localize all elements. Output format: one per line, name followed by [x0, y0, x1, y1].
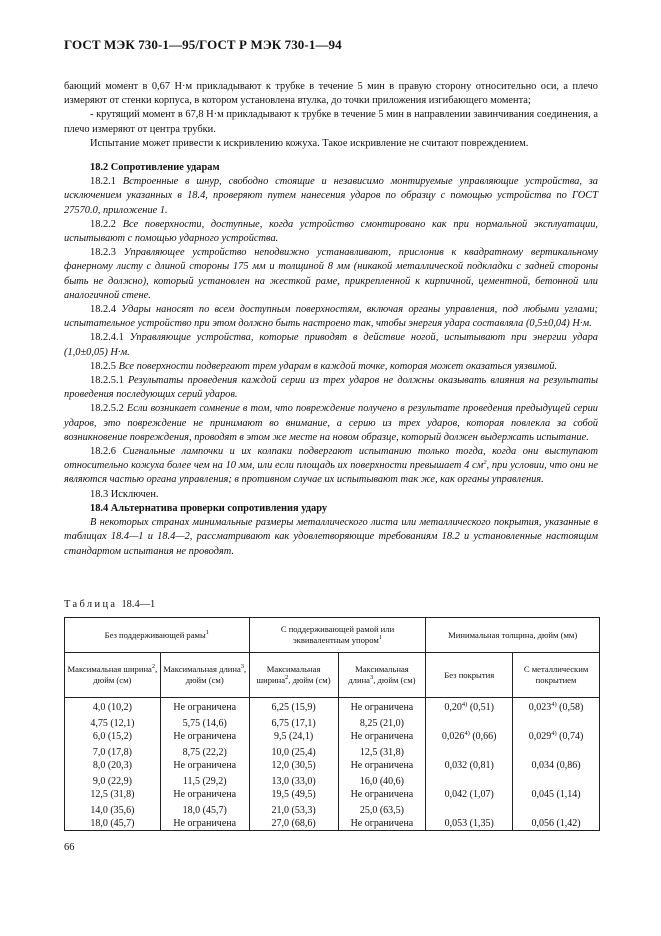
clause-text: Результаты проведения каждой серии из трех ударов не должны оказывать влияния на результаты проведения последующих серий ударов.	[64, 375, 598, 401]
table-cell: 9,0 (22,9)	[65, 772, 161, 788]
table-caption-word: Таблица	[64, 599, 118, 610]
table-cell: 8,0 (20,3)	[65, 759, 161, 772]
table-cell: 0,056 (1,42)	[513, 817, 600, 831]
clause-18-2-2	[64, 218, 598, 246]
clause-text: Управляющие устройства, которые приводят в действие ногой, испытывают при энергии удара (1,0±0,05) Н·м.	[64, 332, 598, 358]
table-cell	[513, 714, 600, 730]
table-cell: Не ограничена	[160, 759, 249, 772]
table-cell: 12,5 (31,8)	[338, 743, 426, 759]
table-cell	[513, 743, 600, 759]
clause-text: Если возникает сомнение в том, что повреждение получено в результате проведения предыдущей серии ударов, это повреждение не принимают во внимание, а серию из трех ударов, которая повлекла за собой возникновение повреждения, проводят в этом же месте на новом образце, который должен выдержать испытание.	[64, 403, 598, 443]
table-cell: 6,25 (15,9)	[249, 698, 338, 715]
column-header: Максимальная ширина$^2$, дюйм (см)	[249, 653, 338, 698]
clause-number: 18.2.4.1	[90, 332, 124, 344]
clause-18-2-3	[64, 246, 598, 303]
table-cell	[426, 714, 513, 730]
clause-text: Встроенные в шнур, свободно стоящие и независимо монтируемые управляющие устройства, за исключением указанных в 18.4, проверяют путем нанесения ударов по образцу с помощью устройства по ГОСТ 27570.0, приложение 1.	[64, 176, 598, 216]
table-cell: 18,0 (45,7)	[65, 817, 161, 831]
table-cell: 14,0 (35,6)	[65, 801, 161, 817]
clause-number: 18.3	[90, 488, 109, 500]
table-cell: 6,0 (15,2)	[65, 730, 161, 743]
table-cell: 0,045 (1,14)	[513, 788, 600, 801]
clause-number: 18.2.5.1	[90, 375, 124, 387]
table-cell: 9,5 (24,1)	[249, 730, 338, 743]
table-cell: 4,75 (12,1)	[65, 714, 161, 730]
clause-text: Все поверхности подвергают трем ударам в каждой точке, которая может оказаться уязвимой.	[118, 360, 558, 372]
table-cell: 7,0 (17,8)	[65, 743, 161, 759]
page-header: ГОСТ МЭК 730-1—95/ГОСТ Р МЭК 730-1—94	[64, 37, 342, 52]
column-header: Максимальная ширина$^2$, дюйм (см)	[65, 653, 161, 698]
table-cell: 0,053 (1,35)	[426, 817, 513, 831]
table-cell: 18,0 (45,7)	[160, 801, 249, 817]
table-cell: 25,0 (63,5)	[338, 801, 426, 817]
clause-18-2-1	[64, 175, 598, 218]
clause-text: Удары наносят по всем доступным поверхностям, включая органы управления, под любыми углами; испытательное устройство при этом должно быть настроено так, чтобы энергия удара составляла (0,5±0,04) Н·м.	[64, 304, 598, 330]
paragraph: - крутящий момент в 67,8 Н·м прикладывают к трубке в течение 5 мин в направлении завинчивания соединения, а плечо измеряют от центра трубки.	[64, 109, 598, 135]
table-cell: 27,0 (68,6)	[249, 817, 338, 831]
table-cell: 13,0 (33,0)	[249, 772, 338, 788]
table-cell: 0,023$^{4)}$ (0,58)	[513, 698, 600, 715]
table-cell: 16,0 (40,6)	[338, 772, 426, 788]
paragraph: Испытание может привести к искривлению кожуха. Такое искривление не считают повреждением.	[90, 137, 529, 149]
clause-18-3	[64, 488, 598, 502]
table-cell	[513, 772, 600, 788]
table-cell: Не ограничена	[160, 788, 249, 801]
clause-text: Исключен.	[110, 488, 159, 500]
clause-number: 18.2.4	[90, 304, 116, 316]
document-body	[64, 80, 598, 559]
group-header: Без поддерживающей рамы$^1$	[65, 618, 250, 653]
section-heading-18-2: 18.2 Сопротивление ударам	[90, 162, 220, 174]
table-cell: Не ограничена	[338, 788, 426, 801]
clause-18-2-4	[64, 303, 598, 331]
data-table	[64, 617, 600, 831]
clause-18-2-5-1	[64, 374, 598, 402]
table-cell: 5,75 (14,6)	[160, 714, 249, 730]
table-cell	[426, 772, 513, 788]
group-header: Минимальная толщина, дюйм (мм)	[426, 618, 600, 653]
column-header: Без покрытия	[426, 653, 513, 698]
table-cell: Не ограничена	[160, 698, 249, 715]
table-cell: Не ограничена	[338, 698, 426, 715]
table-cell	[426, 801, 513, 817]
clause-number: 18.2.3	[90, 247, 116, 259]
table-cell: 8,25 (21,0)	[338, 714, 426, 730]
clause-number: 18.2.1	[90, 176, 116, 188]
table-cell: 4,0 (10,2)	[65, 698, 161, 715]
clause-number: 18.2.6	[90, 446, 116, 458]
paragraph: бающий момент в 0,67 Н·м прикладывают к трубке в течение 5 мин в правую сторону относительно оси, а плечо измеряют от стенки корпуса, в котором установлена втулка, до точки приложения изгибающего момента;	[64, 81, 598, 107]
table-cell: 12,5 (31,8)	[65, 788, 161, 801]
table-cell: 0,026$^{4)}$ (0,66)	[426, 730, 513, 743]
table-cell: 0,032 (0,81)	[426, 759, 513, 772]
table-cell: 0,20$^{4)}$ (0,51)	[426, 698, 513, 715]
table-cell	[513, 801, 600, 817]
clause-18-2-4-1	[64, 331, 598, 359]
clause-18-2-5	[64, 360, 598, 374]
table-cell: 19,5 (49,5)	[249, 788, 338, 801]
column-header: Максимальная длина$^3$, дюйм (см)	[338, 653, 426, 698]
table-caption	[64, 599, 155, 610]
table-cell: 10,0 (25,4)	[249, 743, 338, 759]
clause-number: 18.2.5	[90, 360, 116, 372]
clause-18-2-5-2	[64, 402, 598, 445]
clause-18-4-text: В некоторых странах минимальные размеры металлического листа или металлического покрытия, указанные в таблицах 18.4—1 и 18.4—2, рассматривают как удовлетворяющие требованиям 18.2 и установленные настоящим стандартом испытания не проводят.	[64, 517, 598, 557]
column-header: Максимальная длина$^3$, дюйм (см)	[160, 653, 249, 698]
clause-text: Управляющее устройство неподвижно устанавливают, прислонив к квадратному вертикальному фанерному листу с длиной стороны 175 мм и толщиной 8 мм (никакой металлической подкладки с задней стороны быть не должно), который установлен на жесткой раме, прикрепленной к кирпичной, цементной, бетонной или аналогичной стене.	[64, 247, 598, 301]
clause-number: 18.2.2	[90, 218, 116, 230]
group-header: С поддерживающей рамой или эквивалентным упором$^1$	[249, 618, 426, 653]
table-cell: 11,5 (29,2)	[160, 772, 249, 788]
section-heading-18-4: 18.4 Альтернатива проверки сопротивления удару	[90, 502, 328, 514]
table-caption-number: 18.4—1	[121, 599, 156, 610]
clause-text: Все поверхности, доступные, когда устройство смонтировано как при нормальной эксплуатации, испытывают с помощью ударного устройства.	[64, 218, 598, 245]
table-cell: 6,75 (17,1)	[249, 714, 338, 730]
table-cell: 12,0 (30,5)	[249, 759, 338, 772]
table-cell: 0,029$^{4)}$ (0,74)	[513, 730, 600, 743]
table-cell: Не ограничена	[338, 817, 426, 831]
clause-18-2-6	[64, 445, 598, 488]
table-cell: Не ограничена	[338, 759, 426, 772]
page-number: 66	[64, 842, 75, 853]
table-cell: 0,034 (0,86)	[513, 759, 600, 772]
clause-text: Сигнальные лампочки и их колпаки подвергают испытанию только тогда, когда они выступают относительно кожуха более чем на 10 мм, или если площадь их поверхности превышает 4 $см^2$, при условии, что они не являются частью органа управления; в противном случае их испытывают так же, как органы управления.	[64, 446, 598, 486]
table-cell: 21,0 (53,3)	[249, 801, 338, 817]
table-cell: Не ограничена	[338, 730, 426, 743]
table-cell: 0,042 (1,07)	[426, 788, 513, 801]
table-cell: Не ограничена	[160, 730, 249, 743]
table-cell: Не ограничена	[160, 817, 249, 831]
column-header: С металлическим покрытием	[513, 653, 600, 698]
table-cell	[426, 743, 513, 759]
clause-number: 18.2.5.2	[90, 403, 124, 415]
table-cell: 8,75 (22,2)	[160, 743, 249, 759]
